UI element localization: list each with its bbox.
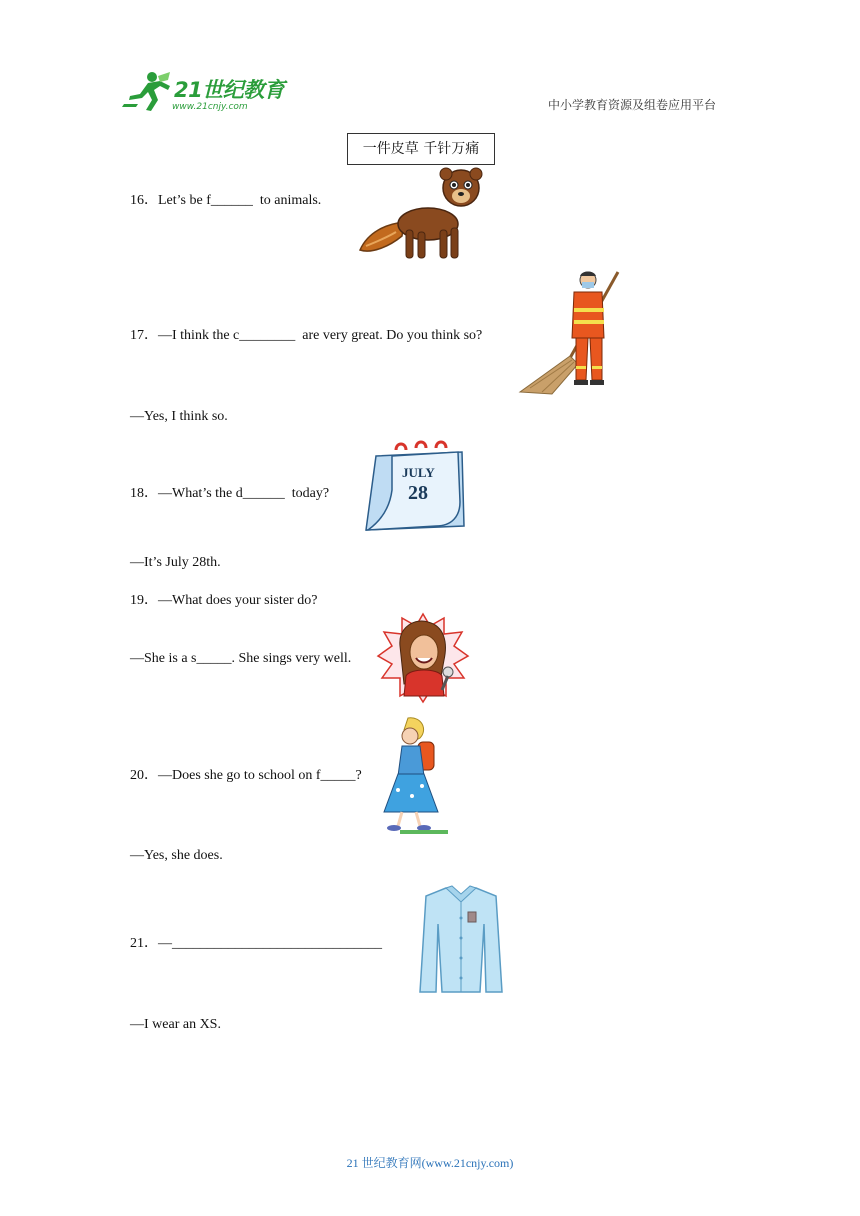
answer-18: —It’s July 28th. [130, 555, 221, 570]
calendar-month: JULY [402, 465, 435, 480]
singer-girl-icon [376, 612, 470, 704]
answer-17: —Yes, I think so. [130, 409, 228, 424]
runner-logo-icon [122, 70, 172, 112]
page-footer[interactable]: 21 世纪教育网(www.21cnjy.com) [346, 1156, 514, 1170]
site-logo[interactable] [122, 66, 292, 116]
header-tagline: 中小学教育资源及组卷应用平台 [548, 98, 717, 112]
logo-text: 21世纪教育 [174, 78, 285, 102]
slogan-box: 一件皮草 千针万痛 [347, 133, 495, 165]
question-17: 17．—I think the c________ are very great. Do you think so? [130, 328, 483, 343]
fox-animal-icon [356, 166, 484, 266]
question-19: 19．—What does your sister do? [130, 593, 318, 608]
street-cleaner-icon [518, 268, 626, 396]
shirt-icon [416, 884, 506, 996]
answer-20: —Yes, she does. [130, 848, 223, 863]
question-21: 21．—______________________________ [130, 936, 382, 951]
logo-url: www.21cnjy.com [172, 102, 248, 112]
question-16: 16．Let’s be f______ to animals. [130, 193, 322, 208]
walking-girl-icon [378, 716, 450, 834]
calendar-day: 28 [408, 482, 428, 504]
calendar-image [362, 440, 470, 536]
question-18: 18．—What’s the d______ today? [130, 486, 330, 501]
answer-21: —I wear an XS. [130, 1017, 221, 1032]
question-20: 20．—Does she go to school on f_____? [130, 768, 362, 783]
answer-19: —She is a s_____. She sings very well. [130, 651, 352, 666]
